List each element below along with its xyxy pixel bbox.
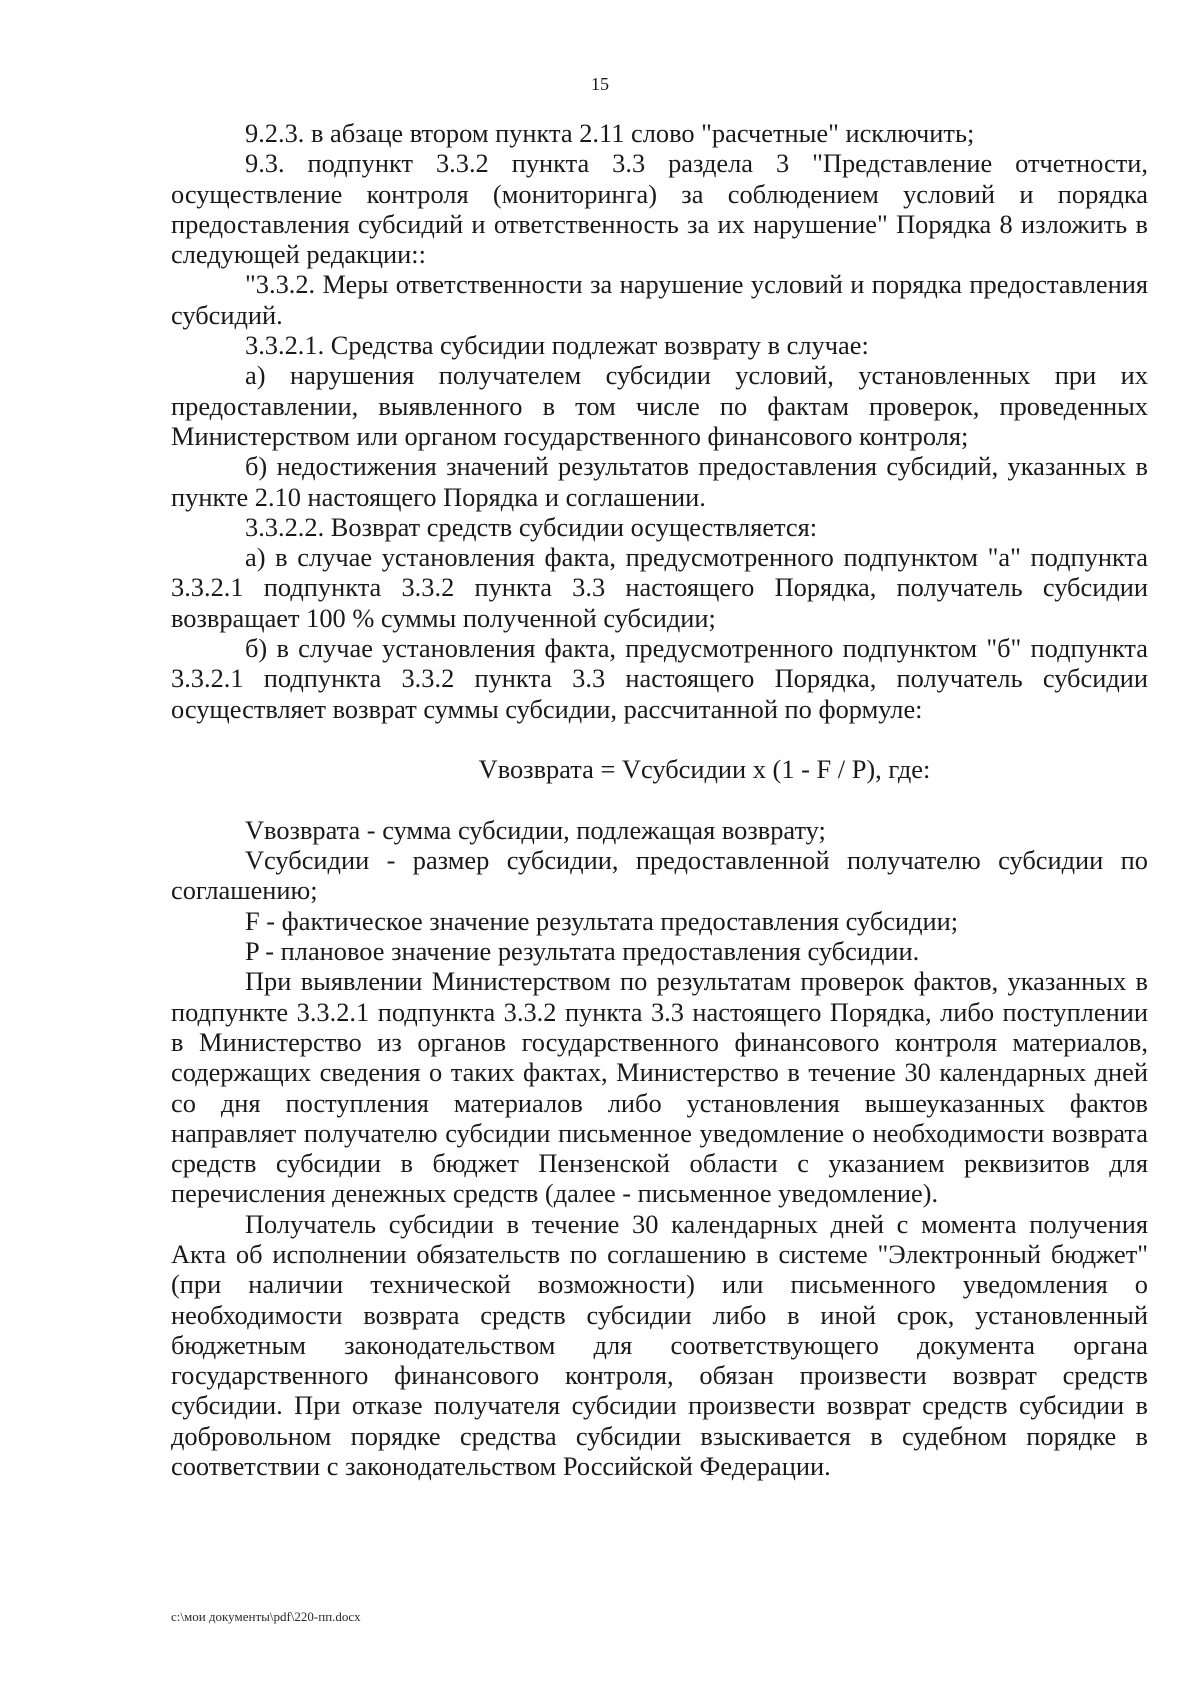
page-number: 15 [591,74,609,94]
paragraph-3-3-2: "3.3.2. Меры ответственности за нарушение условий и порядка предоставления субсидий. [171,269,1148,330]
paragraph-ministry-notification: При выявлении Министерством по результатам проверок фактов, указанных в подпункте 3.3.2.1 подпункта 3.3.2 пункта 3.3 настоящего Порядка, либо поступлении в Министерство из органов государственного финансового контроля материалов, содержащих сведения о таких фактах, Министерство в течение 30 календарных дней со дня поступления материалов либо установления вышеуказанных фактов направляет получателю субсидии письменное уведомление о необходимости возврата средств субсидии в бюджет Пензенской области с указанием реквизитов для перечисления денежных средств (далее - письменное уведомление). [171,966,1148,1209]
paragraph-return-case-a: а) в случае установления факта, предусмотренного подпунктом "а" подпункта 3.3.2.1 подпункта 3.3.2 пункта 3.3 настоящего Порядка, получатель субсидии возвращает 100 % суммы полученной субсидии; [171,542,1148,633]
paragraph-9-2-3: 9.2.3. в абзаце втором пункта 2.11 слово "расчетные" исключить; [245,118,975,148]
definition-f: F - фактическое значение результата предоставления субсидии; [245,905,959,936]
file-path-footer: c:\мои документы\pdf\220-пп.docx [171,1609,361,1624]
paragraph-item-a-violation: а) нарушения получателем субсидии условий, установленных при их предоставлении, выявленного в том числе по фактам проверок, проведенных Министерством или органом государственного финансового контроля; [171,360,1148,451]
definition-p: P - плановое значение результата предоставления субсидии. [245,936,920,967]
paragraph-recipient-obligation: Получатель субсидии в течение 30 календарных дней с момента получения Акта об исполнении обязательств по соглашению в системе "Электронный бюджет" (при наличии технической возможности) или письменного уведомления о необходимости возврата средств субсидии либо в иной срок, установленный бюджетным законодательством для соответствующего документа органа государственного финансового контроля, обязан произвести возврат средств субсидии. При отказе получателя субсидии произвести возврат средств субсидии в добровольном порядке средства субсидии взыскивается в судебном порядке в соответствии с законодательством Российской Федерации. [171,1208,1148,1482]
spacer [171,785,1148,815]
document-body [171,118,1148,1481]
definition-v-subsidy: Vсубсидии - размер субсидии, предоставленной получателю субсидии по соглашению; [171,845,1148,906]
paragraph-3-3-2-1: 3.3.2.1. Средства субсидии подлежат возврату в случае: [245,330,869,361]
return-formula: Vвозврата = Vсубсидии x (1 - F / P), где: [478,754,931,785]
spacer [171,724,1148,754]
paragraph-9-3: 9.3. подпункт 3.3.2 пункта 3.3 раздела 3 "Представление отчетности, осуществление контроля (мониторинга) за соблюдением условий и порядка предоставления субсидий и ответственность за их нарушение" Порядка 8 изложить в следующей редакции:: [171,148,1148,270]
paragraph-item-b-nonachievement: б) недостижения значений результатов предоставления субсидий, указанных в пункте 2.10 настоящего Порядка и соглашении. [171,451,1148,512]
definition-v-return: Vвозврата - сумма субсидии, подлежащая возврату; [245,814,826,845]
paragraph-3-3-2-2: 3.3.2.2. Возврат средств субсидии осуществляется: [245,511,818,542]
paragraph-return-case-b: б) в случае установления факта, предусмотренного подпунктом "б" подпункта 3.3.2.1 подпункта 3.3.2 пункта 3.3 настоящего Порядка, получатель субсидии осуществляет возврат суммы субсидии, рассчитанной по формуле: [171,633,1148,724]
